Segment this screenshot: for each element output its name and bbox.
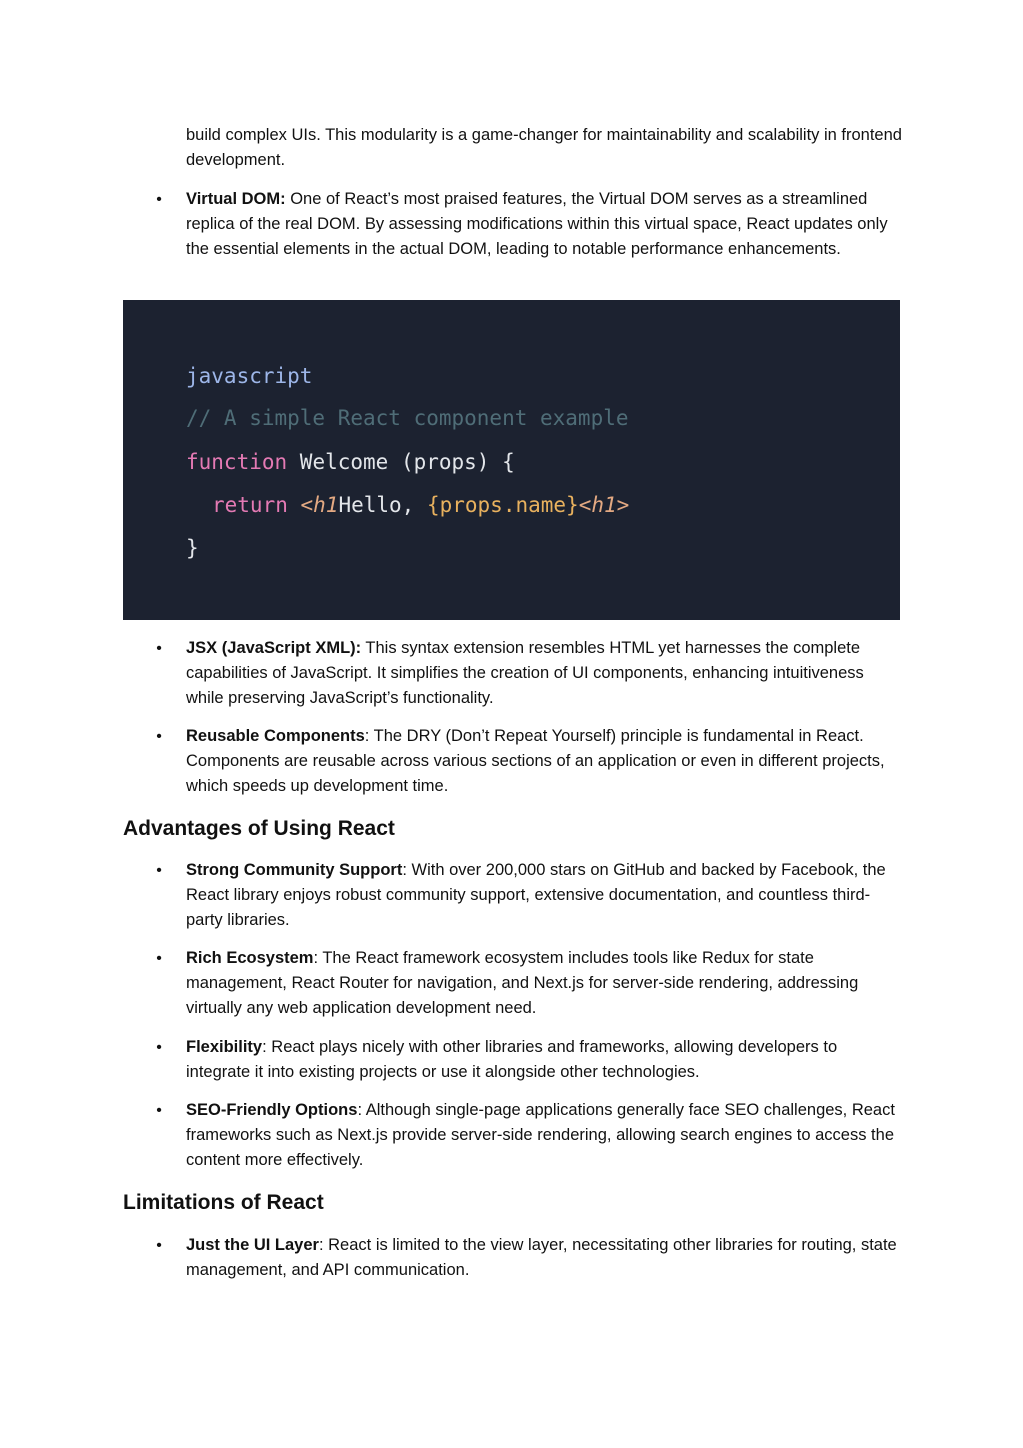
- list-item-description: : With over 200,000 stars on GitHub and backed by Facebook, the React library enjoys robust community support, extensive documentation, and countless third-party libraries.: [186, 861, 886, 929]
- bullet-icon: •: [156, 728, 162, 745]
- list-item-description: : The React framework ecosystem includes tools like Redux for state management, React Router for navigation, and Next.js for server-side rendering, addressing virtually any web application development need.: [186, 949, 859, 1017]
- code-line-close-brace: }: [186, 536, 199, 560]
- bullet-icon: •: [156, 862, 162, 879]
- list-item-text: [186, 1098, 902, 1173]
- code-line-function: [186, 448, 515, 476]
- code-text: Hello,: [338, 493, 427, 517]
- list-item-description: This syntax extension resembles HTML yet harnesses the complete capabilities of JavaScript. It simplifies the creation of UI components, enhancing intuitiveness while preserving JavaScript’s functionality.: [186, 639, 864, 707]
- bullet-icon: •: [156, 1237, 162, 1254]
- list-item-text: [186, 1233, 902, 1283]
- code-tag-name: h1: [313, 493, 339, 517]
- code-language-label: javascript: [186, 364, 313, 388]
- list-item-description: : React is limited to the view layer, necessitating other libraries for routing, state management, and API communication.: [186, 1236, 897, 1279]
- list-item-text: [186, 187, 902, 262]
- list-item-term: Just the UI Layer: [186, 1236, 319, 1254]
- code-text: Welcome (props) {: [287, 450, 515, 474]
- intro-continuation-paragraph: build complex UIs. This modularity is a game-changer for maintainability and scalability in frontend development.: [186, 126, 902, 169]
- list-item-text: [186, 946, 902, 1021]
- list-item-term: JSX (JavaScript XML):: [186, 639, 362, 657]
- bullet-icon: •: [156, 1102, 162, 1119]
- code-keyword: return: [212, 493, 288, 517]
- bullet-icon: •: [156, 191, 162, 208]
- list-item-text: [186, 724, 902, 799]
- list-item-description: : The DRY (Don’t Repeat Yourself) principle is fundamental in React. Components are reusable across various sections of an application or even in different projects, which speeds up development time.: [186, 727, 885, 795]
- list-item-term: Strong Community Support: [186, 861, 403, 879]
- list-item-description: : Although single-page applications generally face SEO challenges, React frameworks such as Next.js provide server-side rendering, allowing search engines to access the content more effectively.: [186, 1101, 895, 1169]
- code-tag-name: h1: [591, 493, 617, 517]
- bullet-icon: •: [156, 1039, 162, 1056]
- section-heading-advantages: Advantages of Using React: [123, 817, 395, 840]
- list-item-term: Flexibility: [186, 1038, 263, 1056]
- code-keyword: function: [186, 450, 288, 474]
- list-item-text: [186, 858, 902, 933]
- list-item-term: Virtual DOM:: [186, 190, 286, 208]
- code-snippet-block: [123, 300, 900, 620]
- list-item-description: : React plays nicely with other libraries and frameworks, allowing developers to integrate it into existing projects or use it alongside other technologies.: [186, 1038, 838, 1081]
- code-comment-line: // A simple React component example: [186, 406, 629, 430]
- code-tag-bracket: >: [616, 493, 630, 517]
- code-line-return: [212, 491, 629, 519]
- list-item-description: One of React’s most praised features, the Virtual DOM serves as a streamlined replica of the real DOM. By assessing modifications within this virtual space, React updates only the essential elements in the actual DOM, leading to notable performance enhancements.: [186, 190, 888, 258]
- bullet-icon: •: [156, 950, 162, 967]
- list-item-text: [186, 1035, 902, 1085]
- list-item-text: [186, 636, 902, 711]
- code-expression: {props.name}: [426, 493, 579, 517]
- section-heading-limitations: Limitations of React: [123, 1191, 324, 1214]
- code-tag-bracket: <: [287, 493, 314, 517]
- list-item-term: SEO-Friendly Options: [186, 1101, 358, 1119]
- code-tag-bracket: <: [578, 493, 592, 517]
- bullet-icon: •: [156, 640, 162, 657]
- list-item-term: Reusable Components: [186, 727, 365, 745]
- list-item-term: Rich Ecosystem: [186, 949, 314, 967]
